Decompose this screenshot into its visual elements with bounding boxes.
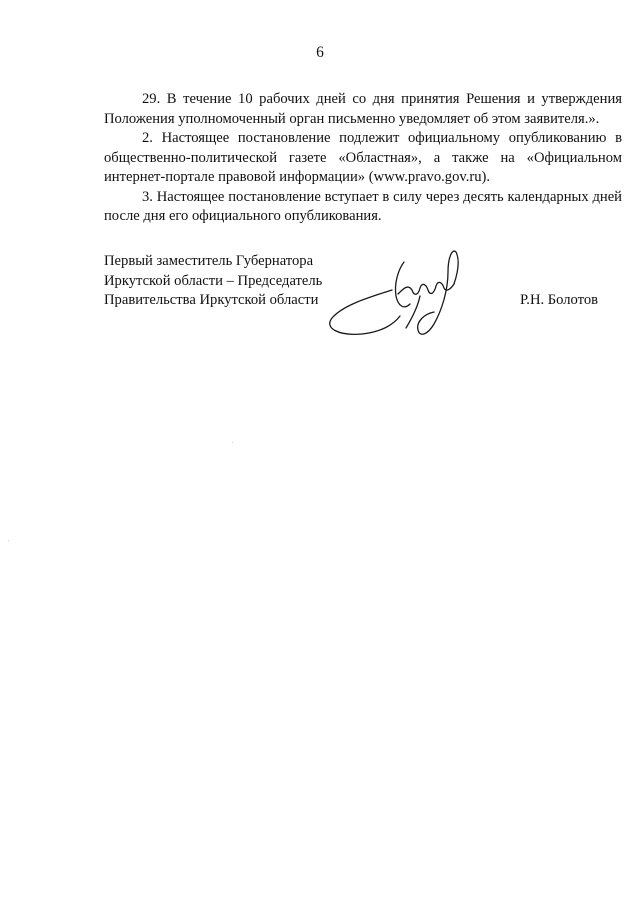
handwritten-signature — [324, 244, 474, 344]
paragraph-entry-into-force: 3. Настоящее постановление вступает в силу через десять календарных дней после дня его официального опубликования. — [104, 188, 622, 224]
scan-speck — [232, 442, 233, 443]
document-body — [104, 90, 622, 227]
signatory-name: Р.Н. Болотов — [520, 292, 599, 308]
scan-speck — [8, 540, 9, 541]
signatory-position — [104, 252, 322, 311]
signatory-position-line: Правительства Иркутской области — [104, 292, 319, 308]
signatory-position-line: Первый заместитель Губернатора — [104, 253, 314, 269]
page-number: 6 — [316, 44, 324, 61]
paragraph-item-29: 29. В течение 10 рабочих дней со дня принятия Решения и утверждения Положения уполномоченный орган письменно уведомляет об этом заявителя.». — [104, 91, 622, 127]
signatory-position-line: Иркутской области – Председатель — [104, 272, 323, 289]
paragraph-publication: 2. Настоящее постановление подлежит официальному опубликованию в общественно-политической газете «Областная», а также на «Официальном интернет-портале правовой информации» (www.pravo.gov.ru). — [104, 130, 622, 185]
